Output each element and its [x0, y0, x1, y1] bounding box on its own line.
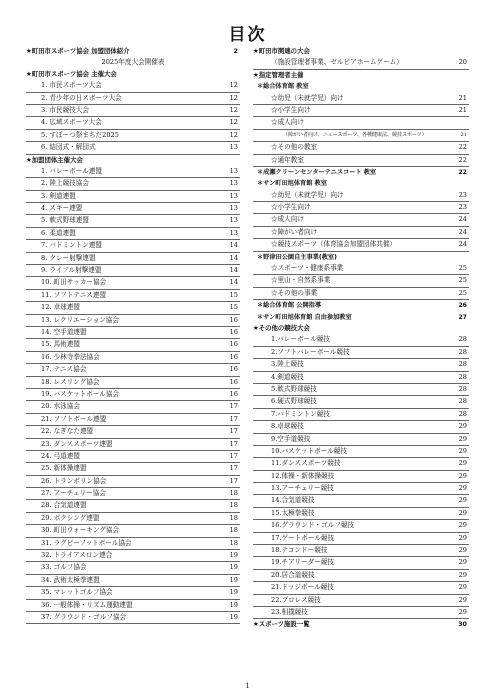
toc-entry [26, 191, 240, 203]
toc-entry-title: 18.テコンドー競技 [271, 546, 328, 555]
toc-entry-page: 17 [229, 451, 238, 460]
toc-entry-title: 29. ボクシング連盟 [41, 513, 100, 522]
toc-entry [26, 203, 240, 215]
toc-entry-title: 15.太極拳競技 [271, 508, 315, 517]
toc-entry-page: 29 [458, 508, 467, 517]
page-title: 目次 [228, 25, 267, 45]
toc-entry [26, 562, 240, 574]
toc-entry [26, 46, 240, 57]
toc-entry-page: 25 [458, 264, 467, 273]
toc-entry [253, 155, 469, 167]
toc-entry [26, 513, 240, 525]
toc-entry [26, 253, 240, 265]
toc-entry [253, 545, 469, 557]
toc-entry-title: ★町田市スポーツ協会 加盟団体紹介 [26, 47, 130, 55]
toc-column-right [253, 46, 469, 631]
toc-entry-title: ＊総合体育館 教室 [257, 83, 309, 91]
toc-entry-title: 4. スキー連盟 [41, 204, 83, 213]
toc-entry-title: ☆小学生向け [271, 105, 311, 114]
toc-entry-title: 5. すぽーつ祭まちだ2025 [41, 130, 119, 139]
toc-entry-title: 20.居合道競技 [271, 570, 315, 579]
toc-entry-title: 2. 陸上競技協会 [41, 179, 89, 188]
toc-entry-page: 28 [458, 397, 467, 406]
toc-entry-page: 21 [460, 131, 467, 138]
toc-entry-title: 5. 軟式野球連盟 [41, 216, 89, 225]
toc-entry [253, 409, 469, 421]
toc-entry-page: 17 [229, 476, 238, 485]
toc-entry-page: 17 [229, 439, 238, 448]
toc-entry-page: 17 [229, 464, 238, 473]
toc-entry-page: 15 [229, 303, 238, 312]
toc-entry-page: 2 [233, 47, 238, 55]
toc-entry [26, 130, 240, 142]
toc-entry-title: ＊成瀬クリーンセンターテニスコート 教室 [257, 168, 377, 176]
toc-entry-page: 29 [458, 459, 467, 468]
toc-entry-title: ★その他の競技大会 [253, 323, 310, 332]
toc-entry-page: 30 [458, 620, 467, 629]
toc-entry [253, 167, 469, 178]
toc-entry-title: 1. バレーボール連盟 [41, 166, 103, 175]
toc-entry [253, 57, 469, 69]
toc-entry-title: （施設管理者事業、ゼルビアホームゲーム） [271, 58, 403, 67]
toc-entry [253, 93, 469, 105]
toc-entry [253, 495, 469, 507]
toc-column-left [26, 46, 240, 624]
toc-entry-title: ☆その他の事業 [271, 288, 318, 297]
toc-entry-title: ★町田市スポーツ協会 主催大会 [26, 69, 117, 78]
toc-entry-title: 21. ソフトボール連盟 [41, 414, 107, 423]
toc-entry [26, 315, 240, 327]
toc-entry [253, 471, 469, 483]
toc-entry [253, 300, 469, 311]
toc-entry [26, 117, 240, 129]
toc-entry [253, 520, 469, 532]
toc-entry-title: 7.バドミントン競技 [271, 409, 330, 418]
toc-entry-page: 29 [458, 434, 467, 443]
toc-entry-page: 18 [229, 538, 238, 547]
toc-entry-page: 26 [458, 302, 467, 310]
toc-entry-page: 25 [458, 276, 467, 285]
toc-entry-page: 29 [458, 496, 467, 505]
toc-entry-title: ☆成人向け [271, 118, 304, 127]
toc-entry-title: 3. 市民競技大会 [41, 105, 89, 114]
toc-entry [253, 288, 469, 300]
toc-entry-title: ☆幼児（未就学児）向け [271, 93, 344, 102]
toc-entry-title: 7. バドミントン連盟 [41, 241, 103, 250]
toc-entry-title: 36. 一般体操・リズム運動連盟 [41, 600, 133, 609]
toc-entry [253, 130, 469, 142]
toc-entry [26, 587, 240, 599]
toc-entry-page: 15 [229, 290, 238, 299]
toc-entry-title: 17. テニス協会 [41, 365, 87, 374]
toc-entry-title: 16. 少林寺拳法協会 [41, 352, 100, 361]
toc-entry-page: 21 [458, 105, 467, 114]
toc-entry [253, 263, 469, 275]
toc-entry-title: 37. グラウンド・ゴルフ協会 [41, 612, 127, 621]
toc-entry-title: 4.剣道競技 [271, 372, 304, 381]
toc-entry [26, 327, 240, 339]
toc-entry [26, 389, 240, 401]
toc-entry-title: ＊野津田公園自主事業(教室) [257, 253, 337, 261]
toc-entry-title: 10.バスケットボール競技 [271, 446, 347, 455]
toc-entry-page: 14 [229, 253, 238, 262]
toc-entry [26, 178, 240, 190]
toc-entry-title: 24. 弓道連盟 [41, 451, 80, 460]
toc-entry-page: 14 [229, 266, 238, 275]
toc-entry-page: 12 [229, 93, 238, 102]
toc-entry-title: 23. ダンススポーツ連盟 [41, 439, 113, 448]
toc-entry [26, 93, 240, 105]
toc-entry-page: 13 [229, 204, 238, 213]
toc-entry-page: 13 [229, 228, 238, 237]
toc-entry-page: 16 [229, 365, 238, 374]
toc-entry-page: 18 [229, 513, 238, 522]
toc-entry [26, 612, 240, 624]
toc-entry [26, 352, 240, 364]
toc-entry-page: 24 [458, 227, 467, 236]
toc-entry-page: 20 [458, 58, 467, 67]
toc-entry-title: 22. なぎなた連盟 [41, 427, 94, 436]
toc-entry-page: 28 [458, 409, 467, 418]
toc-entry-title: 1.バレーボール競技 [271, 335, 330, 344]
toc-entry-page: 22 [458, 155, 467, 164]
toc-entry [26, 240, 240, 252]
toc-entry [26, 426, 240, 438]
toc-entry-title: 13.アーチェリー競技 [271, 484, 334, 493]
toc-entry-title: 11.ダンススポーツ競技 [271, 459, 341, 468]
toc-entry-title: ★スポーツ施設一覧 [253, 620, 310, 629]
toc-entry [253, 359, 469, 371]
toc-entry-page: 29 [458, 570, 467, 579]
toc-entry [253, 227, 469, 239]
toc-entry-page: 29 [458, 422, 467, 431]
toc-entry [26, 265, 240, 277]
toc-entry-title: （障がい者向け、ニュースポーツ、各種健康法、競技スポーツ） [283, 131, 427, 138]
toc-entry-title: 27. アーチェリー協会 [41, 489, 106, 498]
toc-entry [26, 364, 240, 376]
toc-entry [26, 105, 240, 117]
toc-entry [26, 228, 240, 240]
toc-entry-title: 9.空手道競技 [271, 434, 311, 443]
toc-entry [253, 595, 469, 607]
toc-entry [26, 166, 240, 178]
toc-entry-title: ＊サン町田旭体育館 教室 [257, 180, 327, 188]
toc-entry-page: 19 [229, 563, 238, 572]
toc-entry-title: ＊サン町田旭体育館 自由参加教室 [257, 313, 352, 321]
toc-entry [26, 439, 240, 451]
toc-entry-page: 29 [458, 546, 467, 555]
toc-entry [253, 347, 469, 359]
toc-entry-title: ☆里山・自然系事業 [271, 276, 331, 285]
toc-entry-page: 18 [229, 526, 238, 535]
toc-entry [26, 600, 240, 612]
toc-entry-title: 25. 新体操連盟 [41, 464, 87, 473]
toc-entry-page: 23 [458, 203, 467, 212]
toc-entry [253, 142, 469, 154]
toc-entry-page: 28 [458, 347, 467, 356]
toc-entry-title: ☆通年教室 [271, 155, 304, 164]
toc-entry-title: 6. 結団式・解団式 [41, 143, 96, 152]
toc-entry-page: 12 [229, 130, 238, 139]
toc-entry-title: ☆スポーツ・健康系事業 [271, 264, 344, 273]
toc-entry-title: ☆競技スポーツ（体育協会加盟団体共催） [271, 240, 397, 249]
toc-entry-title: 31. ラグビーフットボール協会 [41, 538, 132, 547]
page-number: 1 [245, 682, 250, 690]
toc-entry-title: ★加盟団体主催大会 [26, 155, 83, 164]
toc-entry [26, 155, 240, 166]
toc-entry [253, 275, 469, 287]
toc-entry [26, 575, 240, 587]
toc-entry-title: 21.ドッジボール競技 [271, 583, 334, 592]
toc-entry [253, 421, 469, 433]
toc-entry [253, 178, 469, 189]
toc-entry [26, 488, 240, 500]
toc-entry [26, 277, 240, 289]
toc-entry-page: 22 [458, 168, 467, 176]
toc-entry-title: 34. 武術太極拳連盟 [41, 575, 100, 584]
toc-entry-title: 9. ライフル射撃連盟 [41, 266, 102, 275]
toc-entry [26, 302, 240, 314]
toc-entry-page: 29 [458, 471, 467, 480]
toc-entry-title: 30. 町田ウォーキング協会 [41, 526, 120, 535]
toc-entry [26, 500, 240, 512]
toc-entry-page: 16 [229, 315, 238, 324]
toc-entry-page: 28 [458, 372, 467, 381]
toc-entry-title: 18. レスリング協会 [41, 377, 100, 386]
toc-entry [253, 105, 469, 117]
toc-entry-title: ★指定管理者主催 [253, 70, 304, 79]
toc-entry-title: 11. ソフトテニス連盟 [41, 290, 107, 299]
toc-entry [253, 582, 469, 594]
toc-entry-page: 16 [229, 340, 238, 349]
toc-entry [253, 619, 469, 630]
toc-entry-page: 24 [458, 215, 467, 224]
toc-entry [253, 214, 469, 226]
toc-entry-title: 32. トライアスロン連合 [41, 551, 113, 560]
toc-entry-page: 29 [458, 595, 467, 604]
toc-entry [253, 312, 469, 323]
toc-entry-page: 29 [458, 558, 467, 567]
toc-entry [253, 570, 469, 582]
toc-entry-title: 14.合気道競技 [271, 496, 315, 505]
toc-entry [253, 81, 469, 92]
toc-entry [253, 46, 469, 57]
toc-entry-title: 14. 空手道連盟 [41, 327, 87, 336]
toc-entry [253, 396, 469, 408]
toc-entry-title: ☆その他の教室 [271, 143, 318, 152]
toc-entry-title: 3.陸上競技 [271, 360, 304, 369]
toc-entry-page: 17 [229, 427, 238, 436]
toc-entry-title: 6.硬式野球競技 [271, 397, 317, 406]
toc-entry [253, 483, 469, 495]
toc-entry-title: ☆幼児（未就学児）向け [271, 190, 344, 199]
toc-entry-page: 13 [229, 216, 238, 225]
toc-entry-page: 22 [458, 143, 467, 152]
toc-entry-title: 2. 青少年の日スポーツ大会 [41, 93, 122, 102]
toc-entry [26, 377, 240, 389]
toc-entry-title: 19.チアリーダー競技 [271, 558, 334, 567]
toc-entry-title: 3. 剣道連盟 [41, 191, 76, 200]
toc-entry-page: 12 [229, 105, 238, 114]
toc-entry-title: 12. 卓球連盟 [41, 303, 80, 312]
toc-entry [253, 557, 469, 569]
toc-entry [26, 538, 240, 550]
toc-entry-page: 28 [458, 360, 467, 369]
toc-entry-title: 28. 合気道連盟 [41, 501, 87, 510]
toc-entry-title: 8.卓球競技 [271, 422, 304, 431]
toc-entry-page: 21 [458, 93, 467, 102]
toc-entry-title: ★町田市関連の大会 [253, 47, 310, 55]
toc-entry-title: 22.プロレス競技 [271, 595, 321, 604]
toc-entry [26, 57, 240, 68]
toc-entry-title: 26. トランポリン協会 [41, 476, 107, 485]
toc-entry-page: 29 [458, 484, 467, 493]
toc-entry [26, 463, 240, 475]
toc-entry-page: 17 [229, 402, 238, 411]
toc-entry-page: 18 [229, 501, 238, 510]
toc-entry-page: 29 [458, 521, 467, 530]
toc-entry-page: 28 [458, 384, 467, 393]
toc-entry-page: 27 [458, 313, 467, 321]
toc-entry [253, 323, 469, 334]
toc-entry [26, 451, 240, 463]
toc-entry-title: 4. 広域スポーツ大会 [41, 118, 102, 127]
toc-entry-page: 12 [229, 81, 238, 90]
toc-entry-title: ☆小学生向け [271, 203, 311, 212]
toc-entry-title: 13. レクリエーション協会 [41, 315, 119, 324]
toc-entry-page: 13 [229, 143, 238, 152]
toc-entry [253, 252, 469, 263]
toc-entry-title: 17.ゲートボール競技 [271, 533, 335, 542]
toc-entry-page: 12 [229, 118, 238, 127]
toc-entry-page: 13 [229, 166, 238, 175]
toc-entry [26, 80, 240, 92]
toc-entry [26, 290, 240, 302]
toc-entry-page: 29 [458, 446, 467, 455]
toc-entry-page: 14 [229, 241, 238, 250]
toc-entry-title: 5.軟式野球競技 [271, 384, 317, 393]
toc-entry-page: 16 [229, 352, 238, 361]
toc-entry [253, 334, 469, 346]
toc-entry-page: 28 [458, 335, 467, 344]
toc-entry-page: 13 [229, 179, 238, 188]
toc-entry-page: 19 [229, 588, 238, 597]
toc-entry [253, 458, 469, 470]
toc-entry-page: 29 [458, 583, 467, 592]
toc-entry [26, 401, 240, 413]
toc-entry [26, 414, 240, 426]
toc-entry-page: 29 [458, 607, 467, 616]
toc-entry-title: 2.ソフトバレーボール競技 [271, 347, 350, 356]
toc-entry [253, 533, 469, 545]
toc-entry-title: ☆成人向け [271, 215, 304, 224]
toc-entry [253, 508, 469, 520]
toc-entry [253, 202, 469, 214]
toc-entry-page: 18 [229, 489, 238, 498]
toc-entry [253, 239, 469, 251]
toc-entry-page: 13 [229, 191, 238, 200]
toc-entry-title: 6. 柔道連盟 [41, 228, 76, 237]
toc-entry-page: 19 [229, 551, 238, 560]
toc-entry-title: 10. 町田サッカー協会 [41, 278, 107, 287]
toc-entry-title: 35. マレットゴルフ協会 [41, 588, 113, 597]
toc-entry-page: 14 [229, 278, 238, 287]
toc-entry [26, 550, 240, 562]
toc-entry [253, 434, 469, 446]
toc-entry-title: 19. バスケットボール協会 [41, 389, 120, 398]
toc-entry [253, 384, 469, 396]
toc-entry-page: 19 [229, 612, 238, 621]
toc-entry [26, 476, 240, 488]
toc-entry [26, 69, 240, 80]
toc-entry [26, 142, 240, 154]
toc-entry [253, 70, 469, 81]
toc-entry [253, 117, 469, 129]
toc-entry-title: 16.グラウンド・ゴルフ競技 [271, 521, 355, 530]
toc-entry [26, 215, 240, 227]
toc-entry-page: 29 [458, 533, 467, 542]
toc-entry-title: 12.体操・新体操競技 [271, 471, 335, 480]
toc-entry [253, 607, 469, 619]
toc-entry-title: 15. 馬術連盟 [41, 340, 80, 349]
toc-entry-title: 33. ゴルフ協会 [41, 563, 87, 572]
toc-entry-page: 16 [229, 389, 238, 398]
toc-entry-title: ＊総合体育館 公開指導 [257, 302, 322, 310]
toc-entry-page: 19 [229, 575, 238, 584]
toc-entry-page: 17 [229, 414, 238, 423]
toc-entry [253, 372, 469, 384]
toc-entry [253, 190, 469, 202]
toc-entry-title: 1. 市民スポーツ大会 [41, 81, 102, 90]
toc-entry-title: 23.相撲競技 [271, 607, 308, 616]
toc-entry-page: 25 [458, 288, 467, 297]
toc-entry [26, 525, 240, 537]
toc-entry-title: 8. クレー射撃連盟 [41, 253, 96, 262]
toc-entry-page: 16 [229, 377, 238, 386]
toc-entry [253, 446, 469, 458]
toc-entry-page: 23 [458, 190, 467, 199]
toc-entry-title: 20. 水泳協会 [41, 402, 80, 411]
toc-entry [26, 339, 240, 351]
toc-entry-page: 24 [458, 240, 467, 249]
toc-entry-title: ☆障がい者向け [271, 227, 318, 236]
toc-entry-title: 2025年度大会開催表 [101, 58, 165, 67]
toc-entry-page: 19 [229, 600, 238, 609]
toc-entry-page: 16 [229, 327, 238, 336]
